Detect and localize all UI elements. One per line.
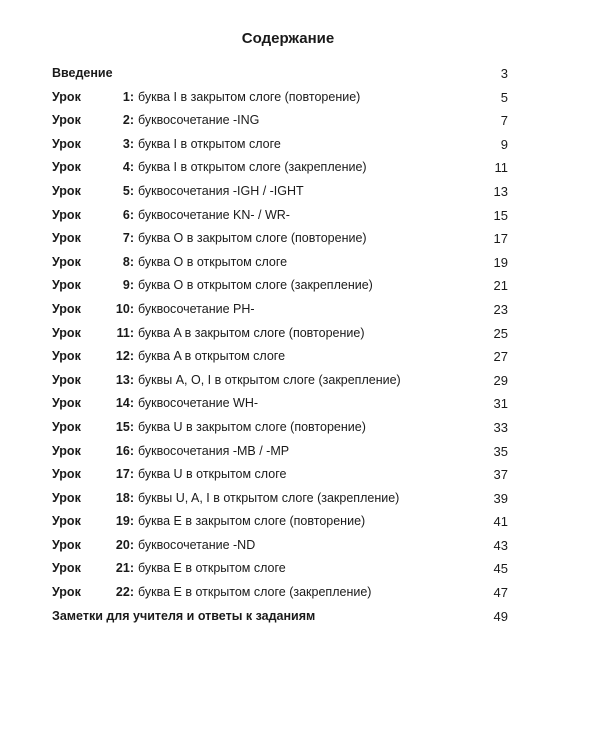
lesson-title: буква E в закрытом слоге (повторение) xyxy=(138,514,366,529)
toc-row-lesson[interactable] xyxy=(52,298,508,322)
lesson-number: 18: xyxy=(115,490,134,505)
toc-notes-label: Заметки для учителя и ответы к заданиям xyxy=(52,608,316,623)
lesson-word: Урок xyxy=(52,372,81,387)
toc-lesson-page: 35 xyxy=(493,443,508,459)
lesson-title: буква E в открытом слоге xyxy=(138,561,286,576)
lesson-number: 12: xyxy=(115,349,134,364)
lesson-title: буква E в открытом слоге (закрепление) xyxy=(138,585,372,600)
toc-lesson-label xyxy=(52,557,286,581)
toc-lesson-label xyxy=(52,109,259,133)
toc-row-lesson[interactable] xyxy=(52,180,508,204)
lesson-number: 13: xyxy=(115,372,134,387)
toc-row-lesson[interactable] xyxy=(52,369,508,393)
toc-lesson-page: 45 xyxy=(493,561,508,577)
lesson-title: буква I в открытом слоге xyxy=(138,136,281,151)
lesson-number: 5: xyxy=(122,183,134,198)
lesson-number: 22: xyxy=(115,585,134,600)
lesson-number: 3: xyxy=(122,136,134,151)
toc-row-lesson[interactable] xyxy=(52,133,508,157)
toc-lesson-page: 33 xyxy=(493,419,508,435)
lesson-title: буква O в открытом слоге (закрепление) xyxy=(138,278,373,293)
toc-lesson-label xyxy=(52,156,367,180)
lesson-number: 9: xyxy=(122,278,134,293)
lesson-word: Урок xyxy=(52,231,81,246)
toc-lesson-label xyxy=(52,86,360,110)
toc-lesson-page: 37 xyxy=(493,467,508,483)
lesson-word: Урок xyxy=(52,467,81,482)
lesson-title: буквосочетание PH- xyxy=(138,301,255,316)
toc-lesson-label xyxy=(52,581,371,605)
toc-lesson-label xyxy=(52,298,255,322)
lesson-number: 15: xyxy=(115,419,134,434)
lesson-number: 21: xyxy=(115,561,134,576)
lesson-number: 2: xyxy=(122,113,134,128)
toc-intro-label: Введение xyxy=(52,66,113,80)
lesson-title: буквосочетание -ND xyxy=(138,537,256,552)
lesson-title: буквосочетания -MB / -MP xyxy=(138,443,290,458)
lesson-number: 20: xyxy=(115,537,134,552)
toc-row-lesson[interactable] xyxy=(52,86,508,110)
lesson-word: Урок xyxy=(52,325,81,340)
toc-lesson-label xyxy=(52,322,365,346)
lesson-number: 6: xyxy=(122,207,134,222)
toc-notes-page: 49 xyxy=(493,608,508,624)
toc-lesson-page: 25 xyxy=(493,325,508,341)
lesson-title: буква U в открытом слоге xyxy=(138,467,287,482)
lesson-word: Урок xyxy=(52,207,81,222)
toc-lesson-label xyxy=(52,510,365,534)
toc-row-lesson[interactable] xyxy=(52,416,508,440)
lesson-number: 16: xyxy=(115,443,134,458)
toc-lesson-page: 21 xyxy=(493,278,508,294)
toc-row-lesson[interactable] xyxy=(52,581,508,605)
toc-lesson-label xyxy=(52,416,366,440)
lesson-word: Урок xyxy=(52,183,81,198)
lesson-word: Урок xyxy=(52,136,81,151)
lesson-word: Урок xyxy=(52,301,81,316)
toc-lesson-page: 19 xyxy=(493,254,508,270)
toc-lesson-page: 43 xyxy=(493,537,508,553)
toc-lesson-label xyxy=(52,345,285,369)
lesson-title: буква O в открытом слоге xyxy=(138,254,288,269)
lesson-title: буквосочетание -ING xyxy=(138,113,260,128)
table-of-contents xyxy=(52,62,508,628)
lesson-number: 14: xyxy=(115,396,134,411)
lesson-word: Урок xyxy=(52,443,81,458)
lesson-title: буквы A, O, I в открытом слоге (закрепление) xyxy=(138,372,401,387)
toc-lesson-page: 31 xyxy=(493,396,508,412)
lesson-word: Урок xyxy=(52,113,81,128)
toc-lesson-label xyxy=(52,274,373,298)
toc-lesson-page: 11 xyxy=(494,160,508,176)
lesson-word: Урок xyxy=(52,349,81,364)
toc-lesson-page: 15 xyxy=(493,207,508,223)
toc-lesson-page: 9 xyxy=(500,136,508,152)
toc-row-lesson[interactable] xyxy=(52,510,508,534)
toc-row-lesson[interactable] xyxy=(52,109,508,133)
toc-lesson-label xyxy=(52,204,290,228)
toc-row-lesson[interactable] xyxy=(52,251,508,275)
toc-lesson-label xyxy=(52,180,304,204)
toc-row-lesson[interactable] xyxy=(52,392,508,416)
toc-row-lesson[interactable] xyxy=(52,204,508,228)
toc-lesson-page: 27 xyxy=(493,349,508,365)
lesson-title: буква O в закрытом слоге (повторение) xyxy=(138,231,367,246)
toc-row-lesson[interactable] xyxy=(52,440,508,464)
lesson-word: Урок xyxy=(52,514,81,529)
toc-lesson-label xyxy=(52,440,289,464)
toc-lesson-page: 7 xyxy=(500,113,508,129)
lesson-title: буква I в закрытом слоге (повторение) xyxy=(138,89,361,104)
lesson-title: буквосочетание WH- xyxy=(138,396,259,411)
lesson-title: буква U в закрытом слоге (повторение) xyxy=(138,419,366,434)
toc-lesson-page: 13 xyxy=(493,183,508,199)
lesson-number: 10: xyxy=(115,301,134,316)
toc-lesson-label xyxy=(52,227,367,251)
toc-row-intro[interactable] xyxy=(52,62,508,86)
lesson-number: 11: xyxy=(116,325,134,340)
toc-row-lesson[interactable] xyxy=(52,274,508,298)
toc-row-lesson[interactable] xyxy=(52,322,508,346)
toc-lesson-page: 39 xyxy=(493,490,508,506)
lesson-word: Урок xyxy=(52,490,81,505)
toc-lesson-page: 17 xyxy=(493,231,508,247)
toc-lesson-label xyxy=(52,133,281,157)
toc-lesson-label xyxy=(52,369,401,393)
lesson-word: Урок xyxy=(52,419,81,434)
toc-row-lesson[interactable] xyxy=(52,534,508,558)
lesson-title: буква A в открытом слоге xyxy=(138,349,286,364)
lesson-number: 8: xyxy=(122,254,134,269)
lesson-title: буква I в открытом слоге (закрепление) xyxy=(138,160,367,175)
lesson-title: буква A в закрытом слоге (повторение) xyxy=(138,325,365,340)
toc-lesson-label xyxy=(52,392,258,416)
toc-lesson-label xyxy=(52,487,399,511)
toc-lesson-label xyxy=(52,251,287,275)
lesson-word: Урок xyxy=(52,278,81,293)
toc-row-lesson[interactable] xyxy=(52,487,508,511)
toc-row-lesson[interactable] xyxy=(52,557,508,581)
toc-row-lesson[interactable] xyxy=(52,345,508,369)
toc-row-lesson[interactable] xyxy=(52,227,508,251)
lesson-number: 1: xyxy=(122,89,134,104)
lesson-word: Урок xyxy=(52,89,81,104)
lesson-title: буквосочетание KN- / WR- xyxy=(138,207,290,222)
toc-row-notes[interactable] xyxy=(52,605,508,629)
toc-row-lesson[interactable] xyxy=(52,463,508,487)
lesson-number: 19: xyxy=(115,514,134,529)
toc-intro-page: 3 xyxy=(500,66,508,81)
toc-row-lesson[interactable] xyxy=(52,156,508,180)
lesson-title: буквы U, A, I в открытом слоге (закрепление) xyxy=(138,490,400,505)
lesson-number: 4: xyxy=(122,160,134,175)
toc-lesson-label xyxy=(52,534,255,558)
toc-lesson-page: 41 xyxy=(493,514,508,530)
toc-lesson-page: 23 xyxy=(493,301,508,317)
page-title: Содержание xyxy=(241,30,335,47)
lesson-number: 7: xyxy=(122,231,134,246)
lesson-word: Урок xyxy=(52,561,81,576)
lesson-word: Урок xyxy=(52,396,81,411)
toc-lesson-page: 5 xyxy=(500,89,508,105)
lesson-title: буквосочетания -IGH / -IGHT xyxy=(138,183,304,198)
lesson-word: Урок xyxy=(52,537,81,552)
lesson-word: Урок xyxy=(52,254,81,269)
lesson-word: Урок xyxy=(52,160,81,175)
toc-lesson-page: 29 xyxy=(493,372,508,388)
lesson-number: 17: xyxy=(115,467,134,482)
lesson-word: Урок xyxy=(52,585,81,600)
toc-lesson-page: 47 xyxy=(493,585,508,601)
toc-lesson-label xyxy=(52,463,286,487)
